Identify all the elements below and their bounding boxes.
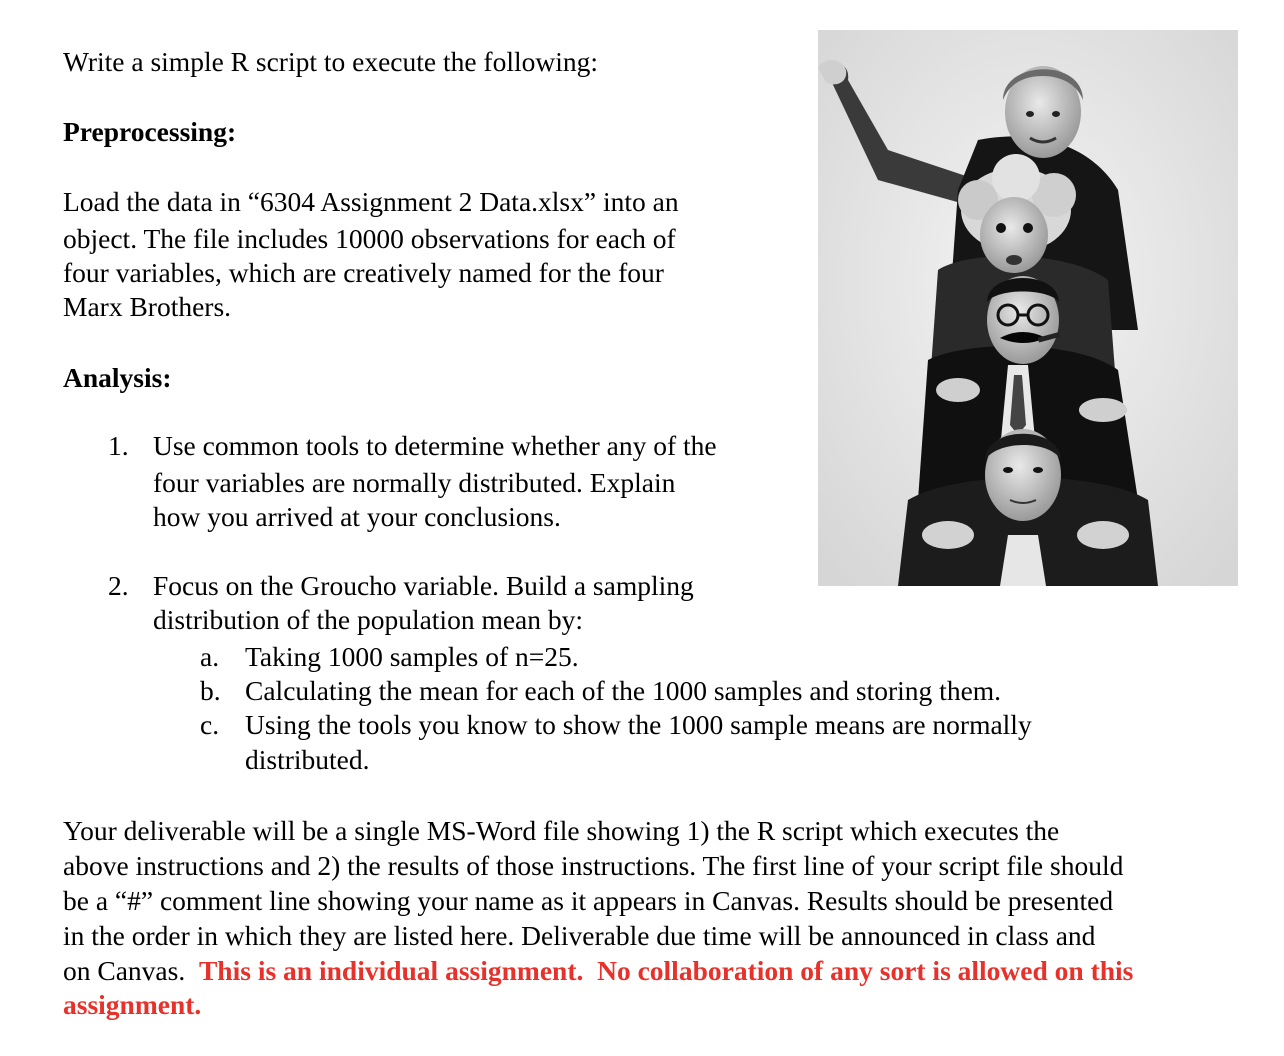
list-item-number: 1.: [108, 430, 129, 461]
preprocessing-heading: Preprocessing:: [63, 116, 237, 147]
preprocessing-line: four variables, which are creatively named for the four: [63, 257, 664, 288]
preprocessing-line: object. The file includes 10000 observations for each of: [63, 223, 676, 254]
list-item-line: Focus on the Groucho variable. Build a sampling: [153, 570, 694, 601]
sublist-item-line: distributed.: [245, 744, 370, 775]
collaboration-warning-cont: assignment.: [63, 989, 202, 1020]
deliverable-line: above instructions and 2) the results of those instructions. The first line of your script file should: [63, 850, 1124, 881]
list-item-line: how you arrived at your conclusions.: [153, 501, 561, 532]
sublist-item-letter: b.: [200, 675, 221, 706]
list-item-line: Use common tools to determine whether any of the: [153, 430, 717, 461]
list-item-line: distribution of the population mean by:: [153, 604, 584, 635]
deliverable-line: [63, 954, 1133, 988]
analysis-heading: Analysis:: [63, 362, 172, 393]
deliverable-line: Your deliverable will be a single MS-Word file showing 1) the R script which executes the: [63, 815, 1060, 846]
list-item-number: 2.: [108, 570, 129, 601]
list-item-line: four variables are normally distributed. Explain: [153, 467, 676, 498]
marx-brothers-photo: [818, 30, 1238, 586]
preprocessing-line: Load the data in “6304 Assignment 2 Data.xlsx” into an: [63, 186, 679, 217]
intro-text: Write a simple R script to execute the following:: [63, 46, 599, 77]
sublist-item-letter: a.: [200, 641, 220, 672]
deliverable-line: in the order in which they are listed here. Deliverable due time will be announced in class and: [63, 920, 1096, 951]
sublist-item-letter: c.: [200, 709, 220, 740]
sublist-item-line: Using the tools you know to show the 1000 sample means are normally: [245, 709, 1032, 740]
sublist-item-line: Taking 1000 samples of n=25.: [245, 641, 579, 672]
deliverable-plain-text: on Canvas.: [63, 955, 199, 986]
deliverable-line: be a “#” comment line showing your name as it appears in Canvas. Results should be presented: [63, 885, 1114, 916]
collaboration-warning: This is an individual assignment. No collaboration of any sort is allowed on this: [198, 955, 1134, 986]
sublist-item-line: Calculating the mean for each of the 1000 samples and storing them.: [245, 675, 1002, 706]
preprocessing-line: Marx Brothers.: [63, 291, 232, 322]
